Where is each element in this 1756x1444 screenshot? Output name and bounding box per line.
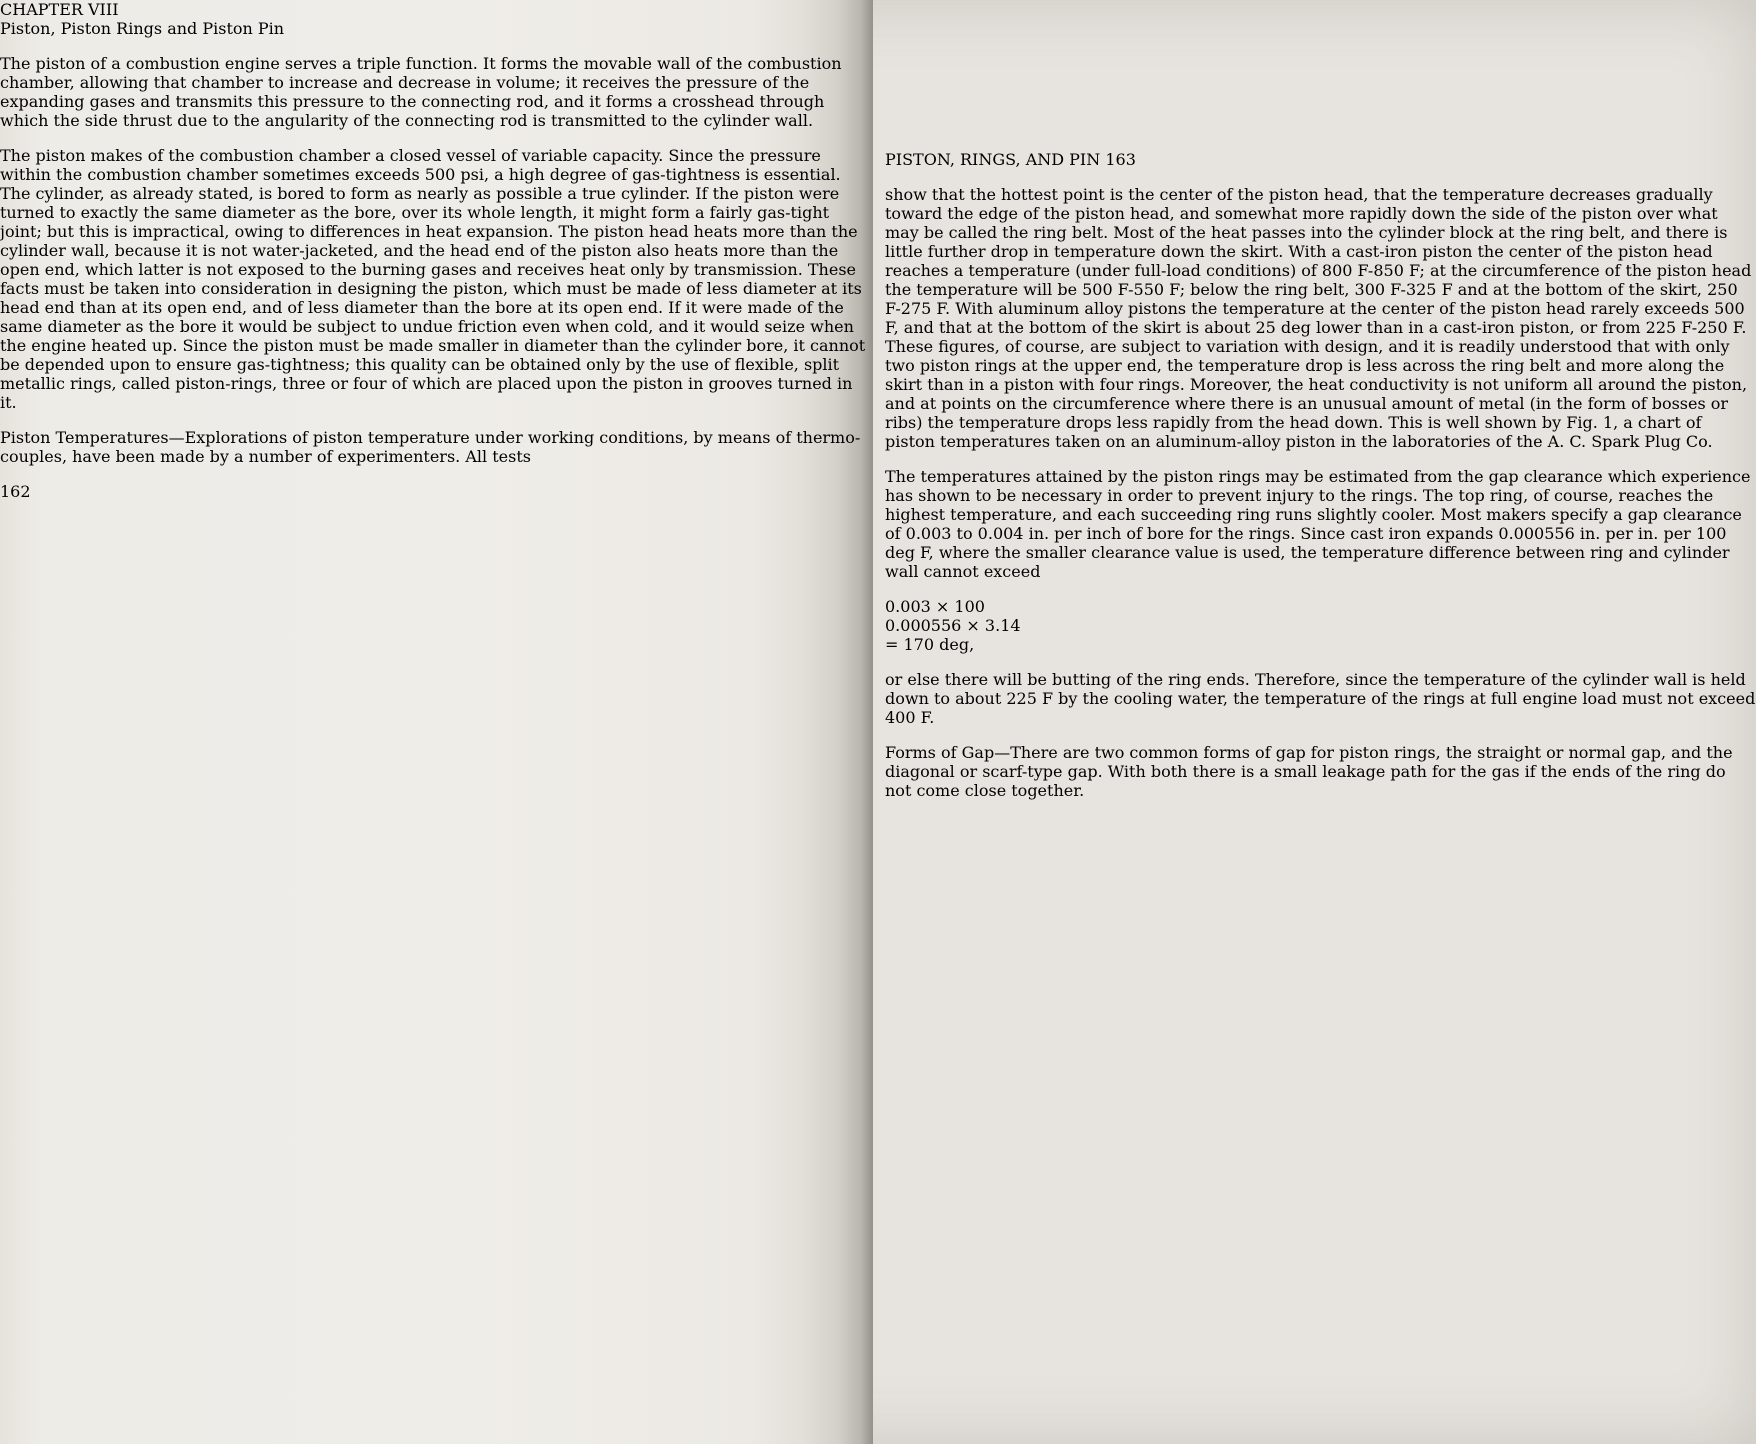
run-in-heading: Piston Temperatures	[0, 428, 169, 447]
paper-blotch	[885, 0, 1145, 150]
paragraph: The piston makes of the combustion chamber a closed vessel of variable capacity. Since the pressure within the combustion chamber sometimes exceeds 500 psi, a high degree of gas-tightness is essential. The cylinder, as already stated, is bored to form as nearly as possible a true cylinder. If the piston were turned to exactly the same diameter as the bore, over its whole length, it might form a fairly gas-tight joint; but this is impractical, owing to differences in heat expansion. The piston head heats more than the cylinder wall, because it is not water-jacketed, and the head end of the piston also heats more than the open end, which latter is not exposed to the burning gases and receives heat only by transmission. These facts must be taken into consideration in designing the piston, which must be made of less diameter at its head end than at its open end, and of less diameter than the bore at its open end. If it were made of the same diameter as the bore it would be subject to undue friction even when cold, and it would seize when the engine heated up. Since the piston must be made smaller in diameter than the cylinder bore, it cannot be depended upon to ensure gas-tightness; this quality can be obtained only by the use of flexible, split metallic rings, called piston-rings, three or four of which are placed upon the piston in grooves turned in it.	[0, 146, 866, 412]
page-number-right: 163	[1105, 150, 1136, 169]
paragraph-text: —There are two common forms of gap for piston rings, the straight or normal gap, and the diagonal or scarf-type gap. With both there is a small leakage path for the gas if the ends of the ring do not come close together.	[885, 743, 1733, 800]
equation-result: = 170 deg,	[885, 635, 975, 654]
chapter-heading: CHAPTER VIII	[0, 0, 119, 19]
paragraph-text: —Explorations of piston temperature under working conditions, by means of thermo-couples, have been made by a number of experimenters. All tests	[0, 428, 861, 466]
fraction	[885, 597, 1756, 635]
paragraph-forms-of-gap	[885, 743, 1756, 800]
running-head	[885, 150, 1756, 169]
left-page-body	[0, 54, 873, 466]
equation	[885, 597, 1756, 654]
left-page	[0, 0, 873, 1444]
running-title: PISTON, RINGS, AND PIN	[885, 150, 1101, 169]
paragraph: The piston of a combustion engine serves a triple function. It forms the movable wall of the combustion chamber, allowing that chamber to increase and decrease in volume; it receives the pressure of the expanding gases and transmits this pressure to the connecting rod, and it forms a crosshead through which the side thrust due to the angularity of the connecting rod is transmitted to the cylinder wall.	[0, 54, 842, 130]
right-page	[885, 0, 1756, 1444]
paragraph-piston-temperatures	[0, 428, 873, 466]
run-in-heading: Forms of Gap	[885, 743, 995, 762]
paragraph: The temperatures attained by the piston rings may be estimated from the gap clearance which experience has shown to be necessary in order to prevent injury to the rings. The top ring, of course, reaches the highest temperature, and each succeeding ring runs slightly cooler. Most makers specify a gap clearance of 0.003 to 0.004 in. per inch of bore for the rings. Since cast iron expands 0.000556 in. per in. per 100 deg F, where the smaller clearance value is used, the temperature difference between ring and cylinder wall cannot exceed	[885, 467, 1751, 581]
paragraph: or else there will be butting of the ring ends. Therefore, since the temperature of the cylinder wall is held down to about 225 F by the cooling water, the temperature of the rings at full engine load must not exceed 400 F.	[885, 670, 1756, 727]
fraction-denominator: 0.000556 × 3.14	[885, 616, 1021, 635]
paragraph: show that the hottest point is the center of the piston head, that the temperature decreases gradually toward the edge of the piston head, and somewhat more rapidly down the side of the piston over what may be called the ring belt. Most of the heat passes into the cylinder block at the ring belt, and there is little further drop in temperature down the skirt. With a cast-iron piston the center of the piston head reaches a temperature (under full-load conditions) of 800 F-850 F; at the circumference of the piston head the temperature will be 500 F-550 F; below the ring belt, 300 F-325 F and at the bottom of the skirt, 250 F-275 F. With aluminum alloy pistons the temperature at the center of the piston head rarely exceeds 500 F, and that at the bottom of the skirt is about 25 deg lower than in a cast-iron piston, or from 225 F-250 F. These figures, of course, are subject to variation with design, and it is readily understood that with only two piston rings at the upper end, the temperature drop is less across the ring belt and more along the skirt than in a piston with four rings. Moreover, the heat conductivity is not uniform all around the piston, and at points on the circumference where there is an unusual amount of metal (in the form of bosses or ribs) the temperature drops less rapidly from the head down. This is well shown by Fig. 1, a chart of piston temperatures taken on an aluminum-alloy piston in the laboratories of the A. C. Spark Plug Co.	[885, 185, 1752, 451]
right-page-body	[885, 185, 1756, 800]
page-number-left: 162	[0, 482, 31, 501]
section-title: Piston, Piston Rings and Piston Pin	[0, 19, 285, 38]
fraction-numerator: 0.003 × 100	[885, 597, 985, 616]
